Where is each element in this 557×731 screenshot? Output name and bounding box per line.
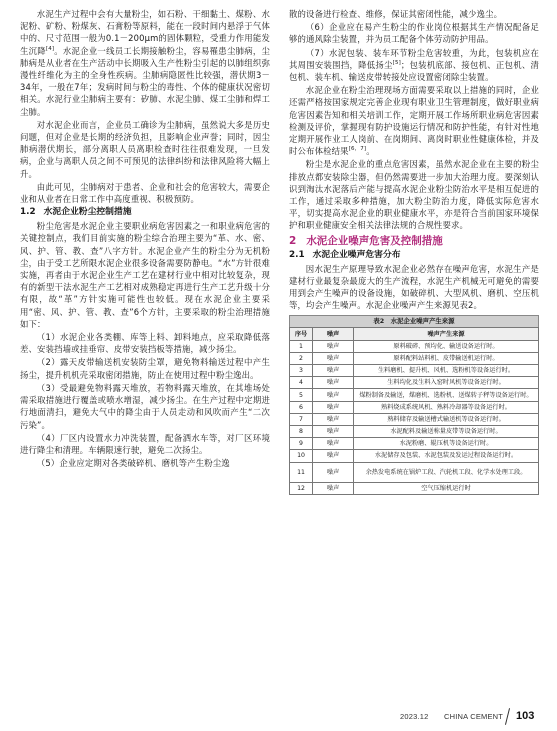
table-row bbox=[290, 401, 539, 413]
row-number-cell: 4 bbox=[290, 377, 313, 389]
table-row bbox=[290, 482, 539, 494]
subsection-heading-1-2: 1.2 水泥企业粉尘控制措施 bbox=[20, 207, 132, 218]
noise-table bbox=[289, 327, 539, 494]
row-number-cell: 5 bbox=[290, 389, 313, 401]
hazard-type-cell: 噪声 bbox=[313, 401, 354, 413]
page-footer bbox=[330, 710, 540, 726]
table-row bbox=[290, 389, 539, 401]
hazard-type-cell: 噪声 bbox=[313, 340, 354, 352]
column-header: 噪声产生来源 bbox=[354, 328, 539, 340]
noise-source-cell: 煤粉制备及输送，煤磨机、选粉机、送煤转子秤等设备运行时。 bbox=[354, 389, 539, 401]
noise-source-cell: 生料磨机、提升机、风机、选粉机等设备运行时。 bbox=[354, 365, 539, 377]
table-row bbox=[290, 377, 539, 389]
hazard-type-cell: 噪声 bbox=[313, 413, 354, 425]
citation-sup: [4] bbox=[45, 45, 55, 52]
hazard-type-cell: 噪声 bbox=[313, 389, 354, 401]
citation-sup: [6，7] bbox=[348, 146, 367, 153]
magazine-name: CHINA CEMENT bbox=[444, 712, 504, 721]
row-number-cell: 9 bbox=[290, 438, 313, 450]
divider-slash bbox=[505, 708, 510, 725]
noise-source-cell: 生料均化及生料入窑时风机等设备运行时。 bbox=[354, 377, 539, 389]
measure-item-4: （4）厂区内设置水力冲洗装置，配备洒水车等，对厂区环境进行降尘和清理。车辆限速行驶，避免二次扬尘。 bbox=[20, 432, 270, 455]
table-header-row bbox=[290, 328, 539, 340]
right-column bbox=[289, 8, 539, 495]
citation-sup: [5] bbox=[392, 60, 401, 67]
row-number-cell: 2 bbox=[290, 352, 313, 364]
table-row bbox=[290, 340, 539, 352]
column-header: 序号 bbox=[290, 328, 313, 340]
row-number-cell: 7 bbox=[290, 413, 313, 425]
section-heading-2: 2 水泥企业噪声危害及控制措施 bbox=[289, 234, 443, 247]
measure-item-3: （3）受最避免物料露天堆放，若物料露天堆放，在其堆场处需采取措施进行覆盖或喷水增湿，减少扬尘。在生产过程中定期进行地面清扫，避免大气中的降尘由于人员走动和风吹而产生“二次污染”。 bbox=[20, 382, 270, 430]
left-column bbox=[20, 8, 270, 470]
table-row bbox=[290, 425, 539, 437]
noise-source-cell: 原料破碎、预均化、输送设备运行时。 bbox=[354, 340, 539, 352]
measure-item-5: （5）企业应定期对各类破碎机、磨机等产生粉尘逸 bbox=[36, 458, 230, 469]
noise-source-cell: 熟料储存及输送槽式输送机等设备运行时。 bbox=[354, 413, 539, 425]
noise-source-cell: 熟料烧成系统风机、熟料冷却器等设备运行时。 bbox=[354, 401, 539, 413]
measure-item-1: （1）水泥企业各类棚、库等上料、卸料地点，应采取降低落差、安装挡墙或挂垂帘、皮带安装挡板等措施，减少扬尘。 bbox=[20, 332, 270, 355]
row-number-cell: 3 bbox=[290, 365, 313, 377]
noise-source-cell: 水泥粉磨、辊压机等设备运行时。 bbox=[354, 438, 539, 450]
hazard-type-cell: 噪声 bbox=[313, 352, 354, 364]
noise-source-cell: 原料配料站料机、皮带输送机运行时。 bbox=[354, 352, 539, 364]
measure-item-7: （7）水泥包装、装车环节粉尘危害较重，为此，包装机应在其周围安装围挡，降低扬尘[5]；包装机底部、接包机、正包机、清包机、装车机、输送皮带转接处应设置密闭除尘装置。 bbox=[289, 47, 539, 83]
measure-item-6: （6）企业应在易产生粉尘的作业岗位根据其生产情况配备足够的通风除尘装置，并为员工配备个体劳动防护用品。 bbox=[289, 22, 539, 45]
row-number-cell: 12 bbox=[290, 482, 313, 494]
table-row bbox=[290, 450, 539, 462]
paragraph-continuation: 散的设备进行检查、维修，保证其密闭性能，减少逸尘。 bbox=[289, 9, 503, 19]
paragraph-dust-policy: 粉尘危害是水泥企业主要职业病危害因素之一和职业病危害的关键控制点，我们目前实施的粉尘综合治理主要为“革、水、密、风、护、管、教、查”八字方针。水泥企业产生的粉尘分为无机粉尘，由于受工艺所限水泥企业很多设备需要防静电。“水”方针很难实施，再者由于水泥企业生产工艺在建材行业中相对比较复杂，现有的新型干法水泥生产工艺相对成熟稳定再进行生产工艺升级十分有限，故“革”方针实施可能性也较低。现在水泥企业主要采用“密、风、护、管、教、查”6个方针，主要采取的粉尘治理措施如下： bbox=[20, 221, 270, 329]
paragraph-dust-intro: 水泥生产过程中会有大量粉尘，如石粉、干细黏土、煤粉、水泥粉、矿粉、粉煤灰、石膏粉等原料，能在一段时间内悬浮于气体中的、尺寸范围一般为0.1－200μm的固体颗粒，受重力作用能发生沉降[4]。水泥企业一线员工长期接触粉尘，容易罹患尘肺病，尘肺病是从业者在生产活动中长期吸入生产性粉尘引起的以肺组织弥漫性纤维化为主的全身性疾病。尘肺病隐匿性比较强，潜伏期3－34年，一般在7年；发病时间与粉尘的毒性、个体的健康状况密切相关。水泥行业尘肺病主要有：矽肺、水泥尘肺、煤工尘肺和焊工尘肺。 bbox=[20, 9, 270, 117]
table-row bbox=[290, 438, 539, 450]
hazard-type-cell: 噪声 bbox=[313, 482, 354, 494]
noise-source-cell: 水泥配料及输送称量皮带等设备运行时。 bbox=[354, 425, 539, 437]
table-row bbox=[290, 352, 539, 364]
noise-source-cell: 余热发电系统在锅炉工段、汽轮机工段、化学水处理工段。 bbox=[354, 462, 539, 482]
row-number-cell: 8 bbox=[290, 425, 313, 437]
table-row bbox=[290, 462, 539, 482]
hazard-type-cell: 噪声 bbox=[313, 377, 354, 389]
noise-source-table bbox=[289, 315, 539, 494]
paragraph-conclusion: 由此可见，尘肺病对于患者、企业和社会的危害较大，需要企业和从业者在日常工作中高度重视、积极预防。 bbox=[20, 181, 270, 205]
column-header: 噪声 bbox=[313, 328, 354, 340]
issue-date: 2023.12 bbox=[400, 712, 429, 721]
hazard-type-cell: 噪声 bbox=[313, 462, 354, 482]
paragraph-noise-intro: 因水泥生产原理导致水泥企业必然存在噪声危害，水泥生产是建材行业最复杂最庞大的生产流程，水泥生产机械无可避免的需要用到会产生噪声的设备设施，如破碎机、大型风机、磨机、空压机等，均会产生噪声。水泥企业噪声产生来源见表2。 bbox=[289, 263, 539, 311]
paragraph-enterprise-burden: 对水泥企业而言，企业员工确诊为尘肺病，虽然说大多是历史问题，但对企业是长期的经济负担，且影响企业声誉；同时，因尘肺病潜伏期长，部分离职人员离职检查时往往很难发现，一旦发病，企业与离职人员之间不可预见的法律纠纷和法律风险将大幅上升。 bbox=[20, 119, 270, 179]
table-body bbox=[290, 340, 539, 494]
paragraph-dust-summary: 粉尘是水泥企业的重点危害因素，虽然水泥企业在主要的粉尘排放点都安装除尘器，但仍然需要进一步加大治理力度。要深刻认识到淘汰水泥落后产能与提高水泥企业粉尘防治水平是相互促进的工作，通过采取多种措施，加大粉尘防治力度，降低实际危害水平，切实提高水泥企业的职业健康水平，亦是符合当前国家环境保护和职业健康安全相关法律法规的合规性要求。 bbox=[289, 159, 539, 231]
row-number-cell: 10 bbox=[290, 450, 313, 462]
hazard-type-cell: 噪声 bbox=[313, 438, 354, 450]
table-row bbox=[290, 413, 539, 425]
row-number-cell: 1 bbox=[290, 340, 313, 352]
hazard-type-cell: 噪声 bbox=[313, 450, 354, 462]
row-number-cell: 11 bbox=[290, 462, 313, 482]
subsection-heading-2-1: 2.1 水泥企业噪声危害分布 bbox=[289, 249, 401, 260]
page-number: 103 bbox=[516, 710, 535, 722]
measure-item-2: （2）露天皮带输送机安装防尘罩，避免物料输送过程中产生扬尘，提升机机壳采取密闭措施，防止在使用过程中粉尘逸出。 bbox=[20, 357, 270, 380]
paragraph-management: 水泥企业在粉尘治理现场方面需要采取以上措施的同时，企业还需严格按国家规定完善企业现有职业卫生管理制度，做好职业病危害因素告知和相关培训工作，定期开展工作场所职业病危害因素检测及评价，掌握现有防护设施运行情况和防护性能，有针对性地定期开展作业工人岗前、在岗期间、离岗时职业性健康体检，并及时公布体检结果[6，7]。 bbox=[289, 85, 539, 157]
table-row bbox=[290, 365, 539, 377]
noise-source-cell: 水泥储存及包装、水泥包装及发运过程设备运行时。 bbox=[354, 450, 539, 462]
hazard-type-cell: 噪声 bbox=[313, 425, 354, 437]
hazard-type-cell: 噪声 bbox=[313, 365, 354, 377]
table-caption: 表2 水泥企业噪声产生来源 bbox=[289, 315, 539, 327]
noise-source-cell: 空气压缩机运行时 bbox=[354, 482, 539, 494]
row-number-cell: 6 bbox=[290, 401, 313, 413]
